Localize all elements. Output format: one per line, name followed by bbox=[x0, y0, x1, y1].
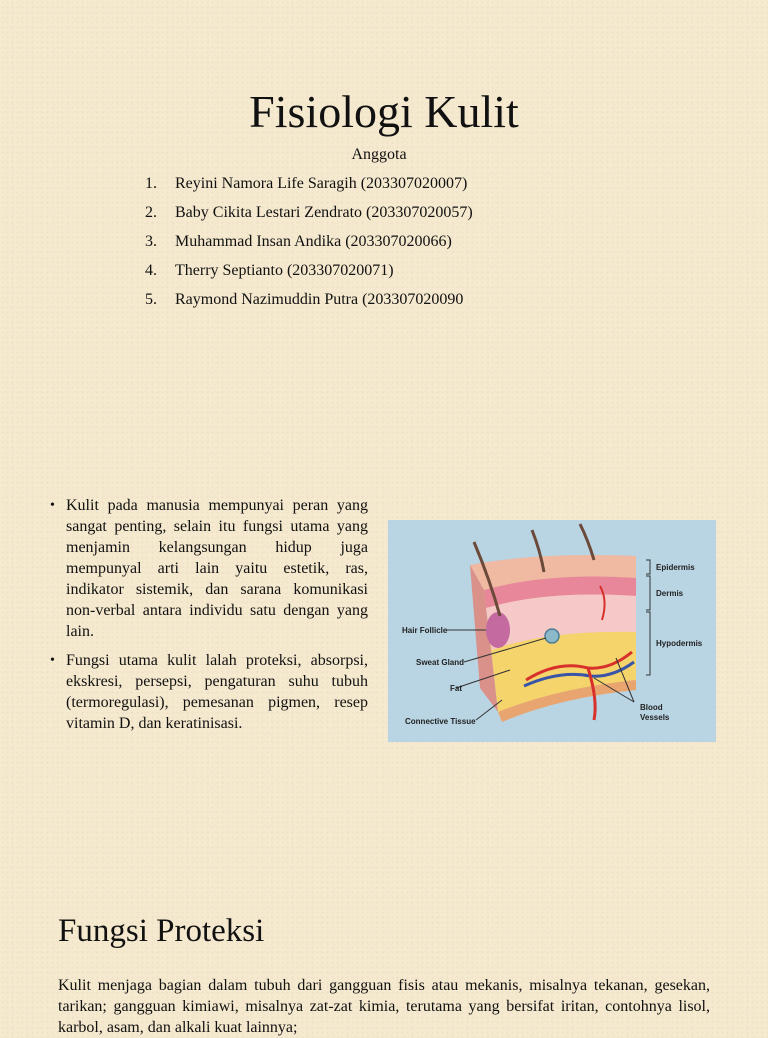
label-hypodermis: Hypodermis bbox=[656, 639, 703, 648]
skin-diagram-figure bbox=[388, 520, 716, 742]
label-blood: Blood bbox=[640, 703, 663, 712]
label-hair-follicle: Hair Follicle bbox=[402, 626, 448, 635]
member-name: Reyini Namora Life Saragih (203307020007) bbox=[175, 175, 468, 192]
section-paragraph: Kulit menjaga bagian dalam tubuh dari gangguan fisis atau mekanis, misalnya tekanan, gesekan, tarikan; gangguan kimiawi, misalnya zat-zat kimia, terutama yang bersifat iritan, contohnya lisol, karbol, asam, dan alkali kuat lainnya; bbox=[58, 977, 710, 1036]
label-epidermis: Epidermis bbox=[656, 563, 695, 572]
bullet-item: • Fungsi utama kulit lalah proteksi, absorpsi, ekskresi, persepsi, pengaturan suhu tubuh (termoregulasi), pemesanan pigmen, resep vitamin D, dan keratinisasi. bbox=[50, 652, 368, 732]
slide-title: Fisiologi Kulit bbox=[249, 86, 519, 137]
member-name: Muhammad Insan Andika (203307020066) bbox=[175, 233, 452, 250]
members-list bbox=[145, 173, 473, 318]
member-item: 2. Baby Cikita Lestari Zendrato (203307020057) bbox=[145, 202, 473, 231]
bullet-item: • Kulit pada manusia mempunyai peran yang sangat penting, selain itu fungsi utama yang menjamin kelangsungan hidup juga mempunyal arti lain yaitu estetik, ras, indikator sistemik, dan sarana komunikasi non-verbal antara individu satu dengan yang lain. bbox=[50, 497, 368, 640]
label-fat: Fat bbox=[450, 684, 462, 693]
label-vessels: Vessels bbox=[640, 713, 670, 722]
label-connective-tissue: Connective Tissue bbox=[405, 717, 476, 726]
member-name: Raymond Nazimuddin Putra (203307020090 bbox=[175, 291, 464, 308]
member-item: 3. Muhammad Insan Andika (203307020066) bbox=[145, 231, 473, 260]
skin-cross-section-diagram bbox=[388, 520, 716, 742]
label-sweat-gland: Sweat Gland bbox=[416, 658, 465, 667]
members-heading: Anggota bbox=[351, 146, 407, 163]
member-name: Therry Septianto (203307020071) bbox=[175, 262, 394, 279]
bullet-dot-icon: • bbox=[50, 653, 55, 668]
member-item: 1. Reyini Namora Life Saragih (203307020007) bbox=[145, 173, 473, 202]
member-item: 5. Raymond Nazimuddin Putra (203307020090 bbox=[145, 289, 473, 318]
skin-bullet-list bbox=[50, 495, 368, 742]
member-name: Baby Cikita Lestari Zendrato (203307020057) bbox=[175, 204, 473, 221]
section-heading: Fungsi Proteksi bbox=[58, 913, 265, 949]
bullet-dot-icon: • bbox=[50, 498, 55, 513]
member-item: 4. Therry Septianto (203307020071) bbox=[145, 260, 473, 289]
label-dermis: Dermis bbox=[656, 589, 684, 598]
